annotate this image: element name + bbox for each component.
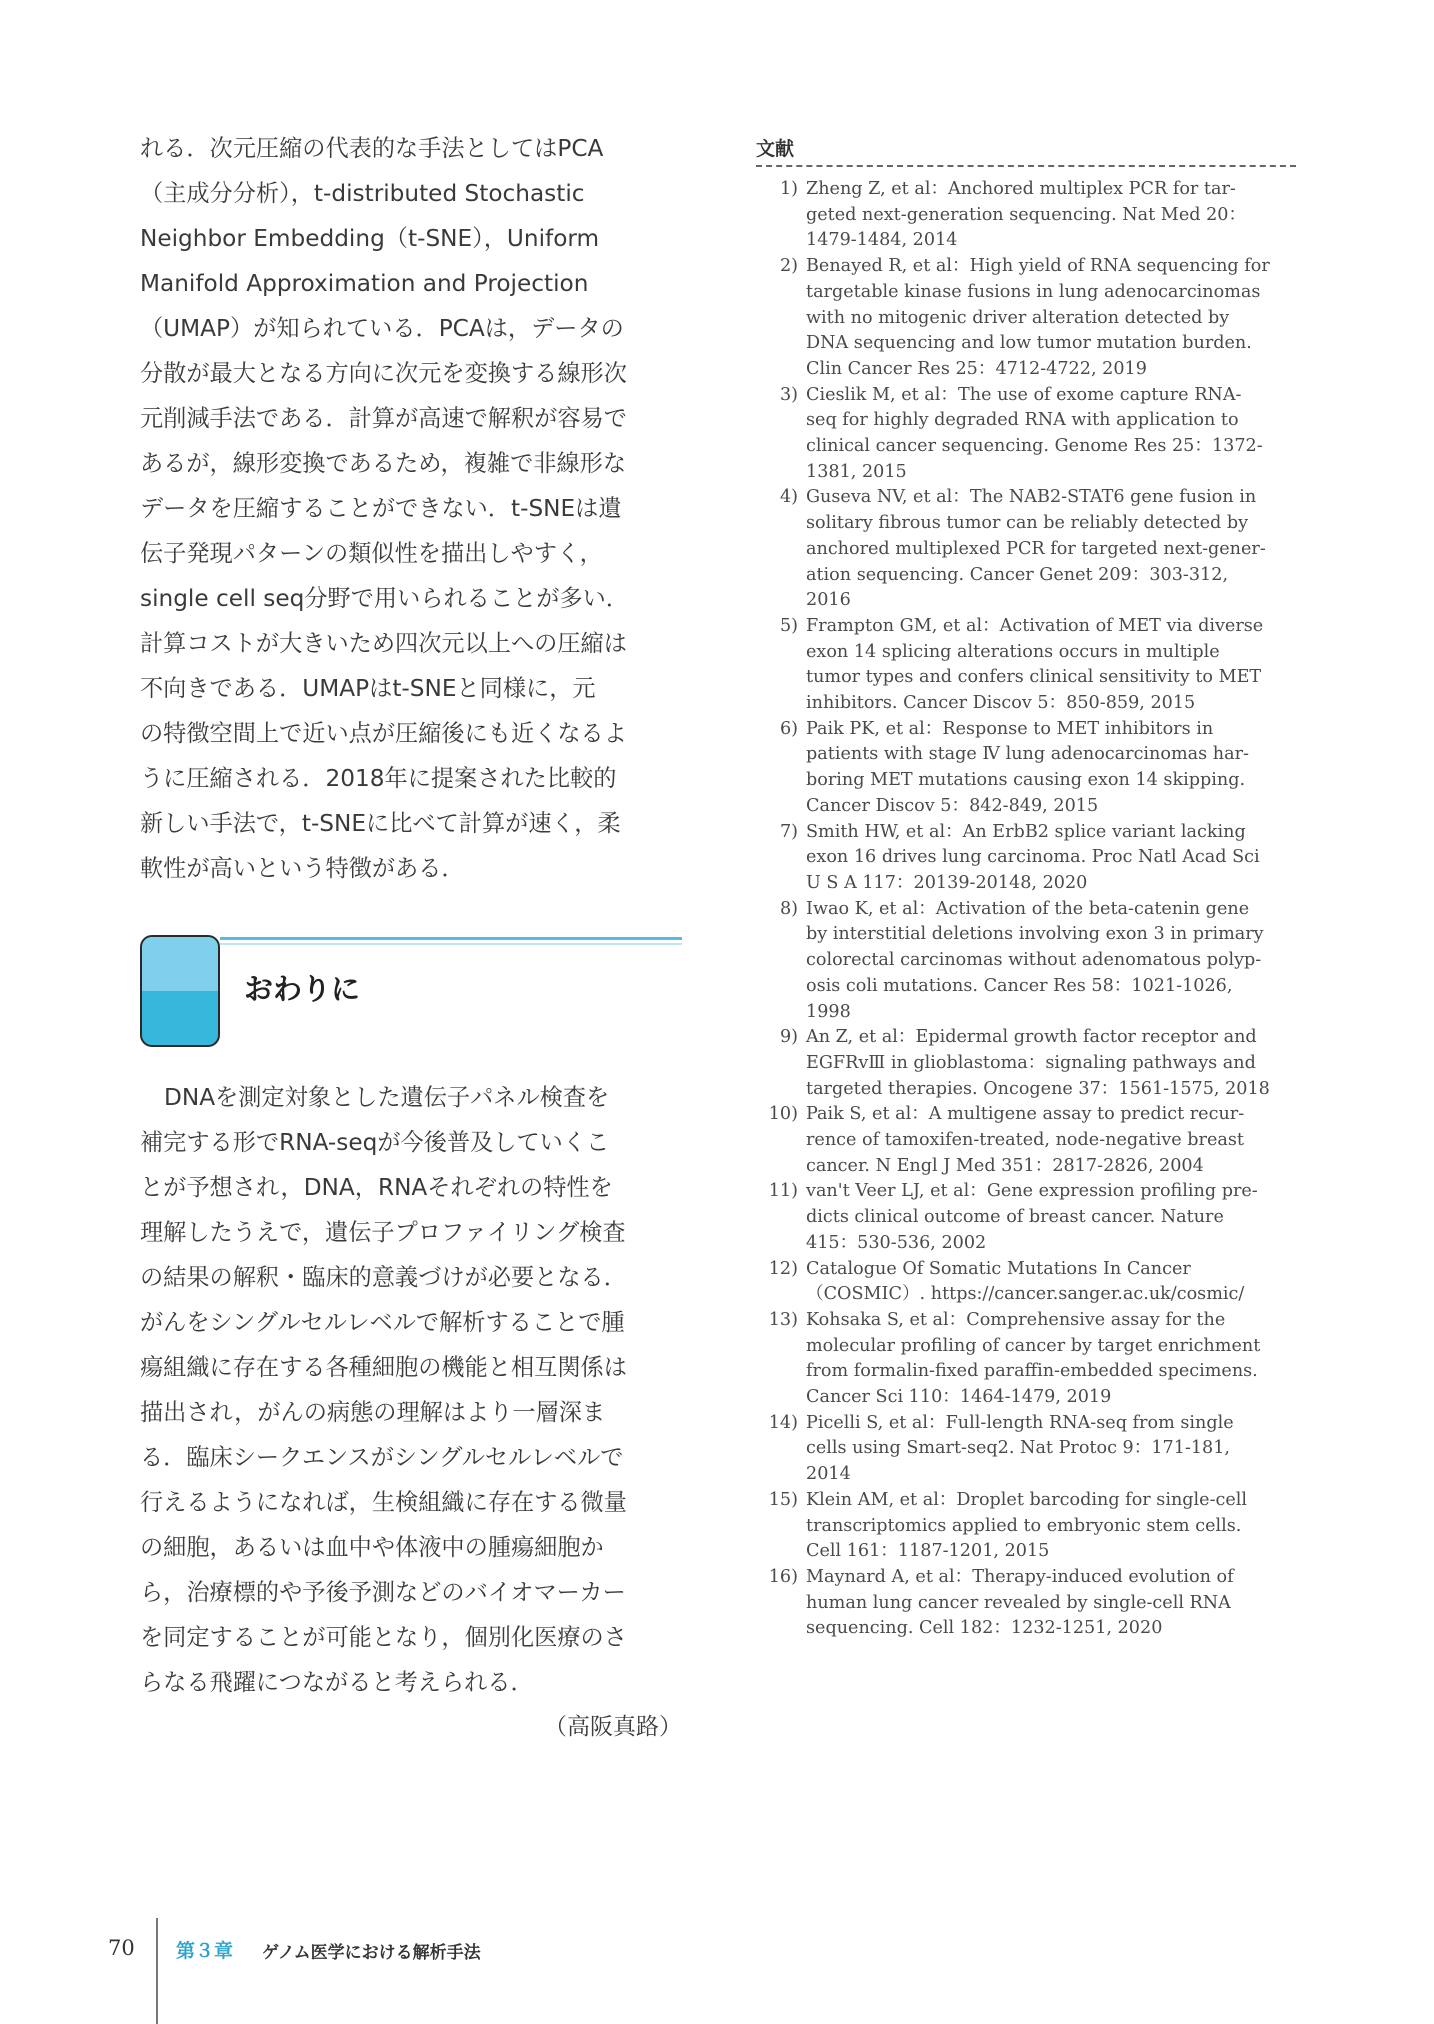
reference-number: 9) (779, 1027, 798, 1048)
reference-item (756, 1025, 1296, 1102)
reference-line: sequencing. Cell 182：1232-1251, 2020 (806, 1618, 1163, 1639)
reference-line: targeted therapies. Oncogene 37：1561-1575, 2018 (806, 1078, 1270, 1099)
reference-item (756, 1488, 1296, 1565)
text-line: の特徴空間上で近い点が圧縮後にも近くなるよ (140, 720, 627, 747)
reference-line: from formalin-fixed paraffin-embedded specimens. (806, 1361, 1258, 1382)
reference-line: cells using Smart-seq2. Nat Protoc 9：171-181, (806, 1438, 1231, 1459)
reference-line: DNA sequencing and low tumor mutation burden. (806, 333, 1252, 354)
reference-line: molecular profiling of cancer by target enrichment (806, 1335, 1261, 1356)
chapter-label: 第３章 (176, 1940, 234, 1962)
reference-line: clinical cancer sequencing. Genome Res 25：1372- (806, 436, 1263, 457)
reference-item (756, 897, 1296, 1026)
section-title: おわりに (244, 972, 361, 1006)
reference-line: cancer. N Engl J Med 351：2817-2826, 2004 (806, 1155, 1204, 1176)
reference-item (756, 717, 1296, 820)
text-line: の細胞，あるいは血中や体液中の腫瘍細胞か (140, 1534, 604, 1561)
reference-text (806, 820, 1296, 897)
reference-line: 2014 (806, 1464, 851, 1485)
reference-line: Zheng Z, et al：Anchored multiplex PCR for tar- (806, 179, 1236, 199)
reference-line: Clin Cancer Res 25：4712-4722, 2019 (806, 358, 1147, 379)
text-line: 元削減手法である．計算が高速で解釈が容易で (140, 405, 627, 432)
reference-line: targetable kinase fusions in lung adenocarcinomas (806, 281, 1261, 302)
reference-number: 6) (779, 718, 798, 739)
reference-text (806, 1411, 1296, 1488)
reference-item (756, 1411, 1296, 1488)
reference-line: inhibitors. Cancer Discov 5：850-859, 2015 (806, 693, 1196, 714)
reference-line: human lung cancer revealed by single-cell RNA (806, 1592, 1231, 1613)
body-paragraph-top (140, 126, 682, 891)
reference-text (806, 485, 1296, 614)
reference-item (756, 254, 1296, 383)
text-line: 伝子発現パターンの類似性を描出しやすく， (140, 540, 603, 567)
reference-line: EGFRvⅢ in glioblastoma：signaling pathways and (806, 1052, 1256, 1073)
reference-line: U S A 117：20139-20148, 2020 (806, 872, 1088, 893)
body-paragraph-conclusion (140, 1075, 682, 1705)
reference-item (756, 1257, 1296, 1308)
references-column (756, 134, 1296, 1642)
text-line: 不向きである．UMAPはt-SNEと同様に，元 (140, 675, 596, 702)
reference-item (756, 1102, 1296, 1179)
reference-line: exon 14 splicing alterations occurs in multiple (806, 641, 1220, 662)
reference-line: osis coli mutations. Cancer Res 58：1021-1026, (806, 975, 1233, 996)
footer-divider (156, 1918, 158, 2024)
text-line: とが予想され，DNA，RNAそれぞれの特性を (140, 1174, 613, 1201)
reference-line: anchored multiplexed PCR for targeted next-gener- (806, 538, 1266, 559)
reference-text (806, 897, 1296, 1026)
main-text-column (140, 126, 682, 1750)
reference-line: An Z, et al：Epidermal growth factor receptor and (806, 1027, 1257, 1048)
reference-text (806, 614, 1296, 717)
reference-number: 13) (768, 1309, 798, 1330)
text-line: 瘍組織に存在する各種細胞の機能と相互関係は (140, 1354, 627, 1381)
reference-line: 1998 (806, 1001, 851, 1022)
reference-number: 5) (779, 615, 798, 636)
reference-item (756, 485, 1296, 614)
section-rule-thin (220, 943, 682, 945)
author-credit: （高阪真路） (544, 1714, 682, 1740)
reference-number: 10) (768, 1104, 798, 1125)
reference-number: 11) (768, 1181, 798, 1202)
reference-item (756, 1565, 1296, 1642)
reference-list (756, 177, 1296, 1642)
reference-line: Smith HW, et al：An ErbB2 splice variant lacking (806, 821, 1246, 842)
reference-number: 16) (768, 1566, 798, 1587)
text-line: single cell seq分野で用いられることが多い． (140, 585, 629, 612)
text-line: あるが，線形変換であるため，複雑で非線形な (140, 450, 627, 477)
reference-item (756, 1308, 1296, 1411)
reference-line: 2016 (806, 590, 851, 611)
reference-number: 4) (779, 487, 798, 508)
reference-number: 14) (768, 1412, 798, 1433)
reference-line: by interstitial deletions involving exon 3 in primary (806, 924, 1264, 945)
text-line: DNAを測定対象とした遺伝子パネル検査を (164, 1084, 610, 1111)
reference-line: Picelli S, et al：Full-length RNA-seq from single (806, 1412, 1234, 1433)
reference-item (756, 383, 1296, 486)
reference-line: 415：530-536, 2002 (806, 1232, 987, 1253)
reference-line: Iwao K, et al：Activation of the beta-catenin gene (806, 898, 1250, 919)
reference-text (806, 177, 1296, 254)
section-rule (220, 937, 682, 940)
reference-line: Cieslik M, et al：The use of exome capture RNA- (806, 384, 1242, 405)
reference-text (806, 1488, 1296, 1565)
reference-line: Kohsaka S, et al：Comprehensive assay for the (806, 1309, 1226, 1330)
reference-line: ation sequencing. Cancer Genet 209：303-312, (806, 564, 1229, 585)
reference-line: Benayed R, et al：High yield of RNA sequencing for (806, 256, 1270, 277)
reference-number: 12) (768, 1258, 798, 1279)
text-line: Manifold Approximation and Projection (140, 270, 589, 297)
reference-item (756, 614, 1296, 717)
text-line: 軟性が高いという特徴がある． (140, 855, 465, 882)
reference-line: Guseva NV, et al：The NAB2-STAT6 gene fusion in (806, 487, 1257, 508)
text-line: 理解したうえで，遺伝子プロファイリング検査 (140, 1219, 626, 1246)
chapter-title: ゲノム医学における解析手法 (262, 1943, 481, 1963)
references-heading: 文献 (756, 134, 1296, 167)
reference-line: Klein AM, et al：Droplet barcoding for single-cell (806, 1489, 1248, 1510)
reference-line: Cancer Sci 110：1464-1479, 2019 (806, 1387, 1112, 1408)
reference-line: with no mitogenic driver alteration detected by (806, 307, 1230, 328)
reference-line: Frampton GM, et al：Activation of MET via diverse (806, 615, 1264, 636)
reference-line: van't Veer LJ, et al：Gene expression profiling pre- (806, 1181, 1258, 1202)
page-number: 70 (108, 1936, 135, 1960)
text-line: 新しい手法で，t-SNEに比べて計算が速く，柔 (140, 810, 621, 837)
reference-line: tumor types and confers clinical sensitivity to MET (806, 667, 1262, 688)
text-line: 分散が最大となる方向に次元を変換する線形次 (140, 360, 627, 387)
text-line: の結果の解釈・臨床的意義づけが必要となる． (140, 1264, 627, 1291)
text-line: らなる飛躍につながると考えられる． (140, 1669, 534, 1696)
reference-number: 2) (779, 256, 798, 277)
reference-line: Paik PK, et al：Response to MET inhibitors in (806, 718, 1214, 739)
page-footer (0, 1918, 1434, 2024)
text-line: データを圧縮することができない．t-SNEは遺 (140, 495, 622, 522)
reference-number: 1) (779, 179, 798, 199)
reference-text (806, 1025, 1296, 1102)
reference-line: seq for highly degraded RNA with application to (806, 410, 1239, 431)
reference-number: 7) (779, 821, 798, 842)
reference-text (806, 254, 1296, 383)
text-line: Neighbor Embedding（t-SNE），Uniform (140, 225, 600, 252)
text-line: る．臨床シークエンスがシングルセルレベルで (140, 1444, 624, 1471)
reference-line: Catalogue Of Somatic Mutations In Cancer (806, 1258, 1191, 1279)
reference-line: Cancer Discov 5：842-849, 2015 (806, 795, 1099, 816)
reference-line: 1381, 2015 (806, 461, 907, 482)
reference-line: geted next-generation sequencing. Nat Med 20： (806, 204, 1247, 225)
section-marker-icon (140, 935, 220, 1047)
reference-line: transcriptomics applied to embryonic stem cells. (806, 1515, 1242, 1536)
reference-text (806, 1257, 1296, 1308)
reference-text (806, 1308, 1296, 1411)
reference-line: patients with stage Ⅳ lung adenocarcinomas har- (806, 744, 1249, 765)
text-line: がんをシングルセルレベルで解析することで腫 (140, 1309, 625, 1336)
text-line: れる．次元圧縮の代表的な手法としてはPCA (140, 135, 604, 162)
reference-line: （COSMIC）. https://cancer.sanger.ac.uk/cosmic/ (806, 1284, 1245, 1305)
reference-line: colorectal carcinomas without adenomatous polyp- (806, 950, 1262, 971)
reference-text (806, 1179, 1296, 1256)
reference-text (806, 1102, 1296, 1179)
text-line: うに圧縮される．2018年に提案された比較的 (140, 765, 617, 792)
reference-text (806, 717, 1296, 820)
reference-line: solitary fibrous tumor can be reliably detected by (806, 513, 1249, 534)
reference-item (756, 177, 1296, 254)
reference-item (756, 820, 1296, 897)
section-header (140, 935, 682, 1047)
reference-text (806, 1565, 1296, 1642)
reference-number: 3) (779, 384, 798, 405)
text-line: 計算コストが大きいため四次元以上への圧縮は (140, 630, 627, 657)
reference-line: 1479-1484, 2014 (806, 230, 958, 251)
reference-line: Paik S, et al：A multigene assay to predict recur- (806, 1104, 1245, 1125)
reference-line: boring MET mutations causing exon 14 skipping. (806, 770, 1246, 791)
text-line: 行えるようになれば，生検組織に存在する微量 (140, 1489, 627, 1516)
text-line: ら，治療標的や予後予測などのバイオマーカー (140, 1579, 626, 1606)
reference-line: rence of tamoxifen-treated, node-negative breast (806, 1130, 1244, 1151)
text-line: を同定することが可能となり，個別化医療のさ (140, 1624, 627, 1651)
text-line: （UMAP）が知られている．PCAは，データの (140, 315, 624, 342)
reference-line: Cell 161：1187-1201, 2015 (806, 1541, 1050, 1562)
reference-text (806, 383, 1296, 486)
text-line: 描出され，がんの病態の理解はより一層深ま (140, 1399, 606, 1426)
reference-line: Maynard A, et al：Therapy-induced evolution of (806, 1566, 1234, 1587)
text-line: （主成分分析），t-distributed Stochastic (140, 180, 585, 207)
reference-line: dicts clinical outcome of breast cancer. Nature (806, 1207, 1224, 1228)
reference-line: exon 16 drives lung carcinoma. Proc Natl Acad Sci (806, 847, 1260, 868)
text-line: 補完する形でRNA-seqが今後普及していくこ (140, 1129, 610, 1156)
reference-number: 15) (768, 1489, 798, 1510)
reference-item (756, 1179, 1296, 1256)
reference-number: 8) (779, 898, 798, 919)
